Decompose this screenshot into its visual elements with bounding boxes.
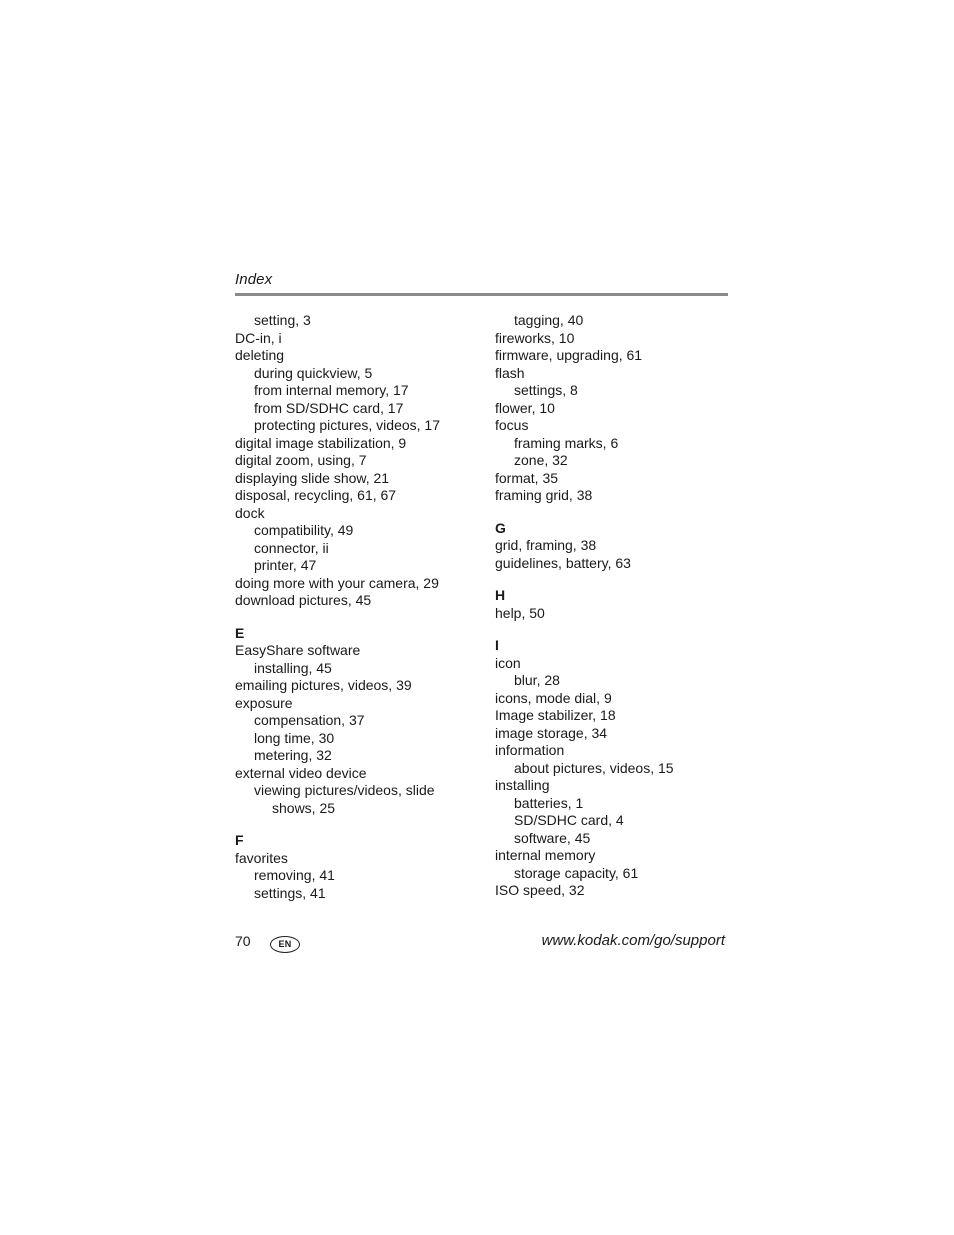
language-badge-icon: EN	[270, 936, 300, 953]
page-number: 70	[235, 933, 251, 949]
index-entry: internal memory	[495, 847, 596, 863]
index-entry: download pictures, 45	[235, 592, 372, 608]
index-entry: ISO speed, 32	[495, 882, 585, 898]
index-entry: flower, 10	[495, 399, 555, 416]
index-entry: displaying slide show, 21	[235, 469, 390, 486]
index-section-letter: F	[235, 832, 244, 848]
index-entry: information	[495, 742, 565, 758]
index-subentry: settings, 41	[254, 884, 326, 901]
index-subentry: installing, 45	[254, 659, 332, 676]
index-entry: fireworks, 10	[495, 329, 575, 346]
index-entry: focus	[495, 417, 529, 433]
index-entry: framing grid, 38	[495, 487, 593, 503]
index-subentry: removing, 41	[254, 867, 335, 883]
index-entry: exposure	[235, 694, 293, 711]
index-subentry: compensation, 37	[254, 712, 365, 728]
index-subentry: settings, 8	[514, 382, 578, 398]
index-section-letter: E	[235, 624, 245, 641]
index-subentry: framing marks, 6	[514, 434, 619, 451]
index-subentry: viewing pictures/videos, slide	[254, 782, 435, 798]
index-entry: help, 50	[495, 604, 545, 621]
index-entry: deleting	[235, 347, 285, 363]
index-subentry: software, 45	[514, 829, 591, 846]
index-subentry: blur, 28	[514, 672, 560, 688]
index-subentry: setting, 3	[254, 312, 311, 328]
index-entry: icon	[495, 654, 521, 671]
index-entry: DC-in, i	[235, 329, 282, 346]
index-subentry: from SD/SDHC card, 17	[254, 399, 404, 416]
index-column-left	[235, 312, 485, 902]
index-section-letter: H	[495, 587, 506, 603]
index-subentry: shows, 25	[272, 799, 336, 816]
index-subentry: compatibility, 49	[254, 522, 354, 538]
index-column-right	[495, 312, 728, 900]
index-subentry: printer, 47	[254, 557, 317, 573]
index-entry: icons, mode dial, 9	[495, 689, 612, 706]
index-section-letter: G	[495, 519, 506, 536]
index-entry: image storage, 34	[495, 724, 608, 741]
index-entry: external video device	[235, 764, 367, 781]
index-entry: installing	[495, 777, 550, 793]
index-subentry: metering, 32	[254, 747, 332, 763]
index-subentry: protecting pictures, videos, 17	[254, 417, 440, 433]
index-entry: firmware, upgrading, 61	[495, 347, 643, 363]
support-url-link[interactable]: www.kodak.com/go/support	[541, 932, 725, 949]
running-header-title: Index	[235, 271, 273, 288]
header-rule	[235, 293, 728, 296]
index-entry: grid, framing, 38	[495, 537, 597, 553]
index-entry: favorites	[235, 849, 288, 866]
index-subentry: from internal memory, 17	[254, 382, 409, 398]
index-subentry: storage capacity, 61	[514, 864, 639, 881]
index-entry: Image stabilizer, 18	[495, 707, 616, 723]
index-subentry: during quickview, 5	[254, 364, 373, 381]
index-subentry: about pictures, videos, 15	[514, 759, 674, 776]
index-entry: format, 35	[495, 469, 559, 486]
index-entry: flash	[495, 364, 525, 381]
index-entry: doing more with your camera, 29	[235, 574, 439, 591]
index-entry: emailing pictures, videos, 39	[235, 677, 412, 693]
index-subentry: long time, 30	[254, 729, 335, 746]
index-entry: digital image stabilization, 9	[235, 434, 407, 451]
index-subentry: SD/SDHC card, 4	[514, 812, 624, 828]
index-entry: guidelines, battery, 63	[495, 554, 631, 571]
index-section-letter: I	[495, 637, 499, 653]
index-entry: digital zoom, using, 7	[235, 452, 367, 468]
index-entry: EasyShare software	[235, 642, 361, 658]
index-entry: disposal, recycling, 61, 67	[235, 487, 397, 503]
index-subentry: batteries, 1	[514, 794, 584, 811]
index-subentry: connector, ii	[254, 539, 329, 556]
index-subentry: tagging, 40	[514, 312, 584, 328]
index-entry: dock	[235, 504, 265, 521]
index-subentry: zone, 32	[514, 452, 568, 468]
